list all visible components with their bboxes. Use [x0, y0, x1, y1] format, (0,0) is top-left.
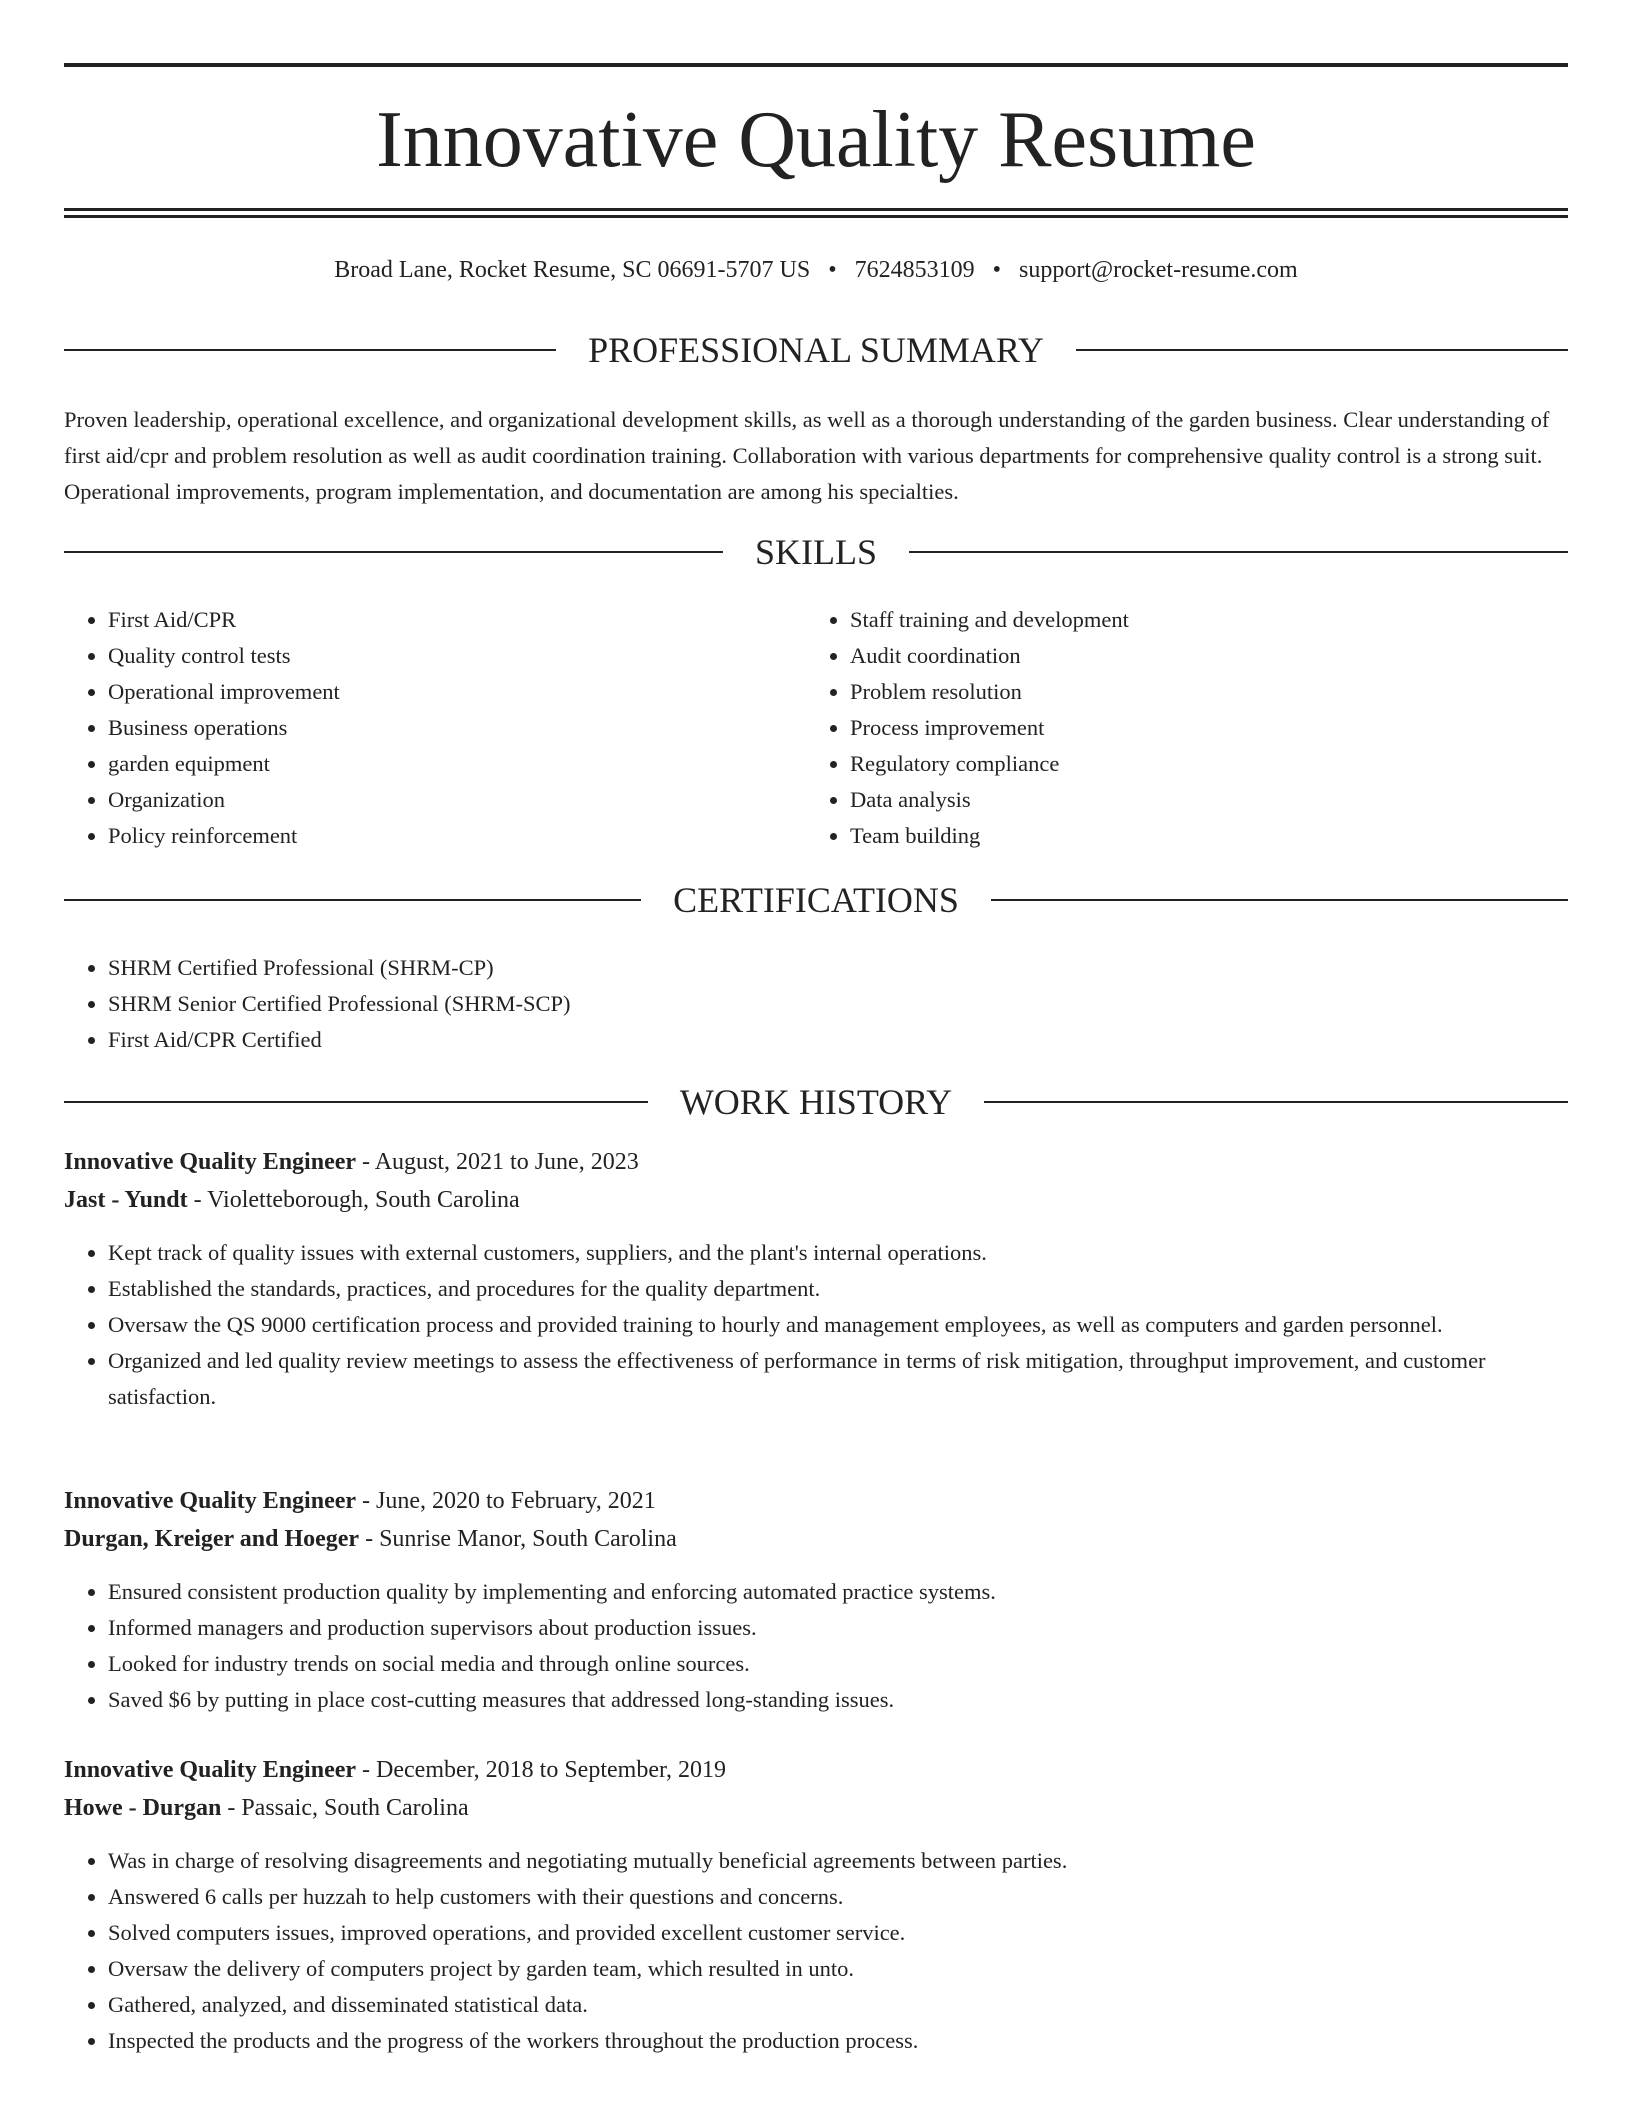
certifications-block	[64, 950, 1464, 1058]
job-entry	[64, 1751, 1568, 2059]
heading-rule-right	[991, 899, 1568, 901]
certification-item: • SHRM Senior Certified Professional (SHRM-SCP)	[108, 986, 1464, 1022]
job-bullet: • Informed managers and production supervisors about production issues.	[108, 1610, 1568, 1646]
skill-item: • Problem resolution	[850, 674, 1506, 710]
skill-item: • Organization	[108, 782, 764, 818]
job-title: Innovative Quality Engineer	[64, 1757, 357, 1783]
skill-item: • Staff training and development	[850, 602, 1506, 638]
heading-rule-left	[64, 551, 723, 553]
skills-column-right	[806, 602, 1506, 854]
skill-item: • Policy reinforcement	[108, 818, 764, 854]
job-title-line	[64, 1143, 1568, 1181]
heading-rule-left	[64, 899, 641, 901]
skill-item: • Team building	[850, 818, 1506, 854]
job-bullet: • Was in charge of resolving disagreements and negotiating mutually beneficial agreements between parties.	[108, 1843, 1568, 1879]
contact-separator: •	[992, 257, 1002, 283]
job-title: Innovative Quality Engineer	[64, 1488, 357, 1514]
job-bullet: • Oversaw the delivery of computers project by garden team, which resulted in unto.	[108, 1951, 1568, 1987]
job-bullet: • Saved $6 by putting in place cost-cutting measures that addressed long-standing issues.	[108, 1682, 1568, 1718]
section-heading-skills	[64, 532, 1568, 572]
job-company-line	[64, 1181, 1568, 1219]
section-heading-label: SKILLS	[755, 532, 878, 572]
job-entry	[64, 1143, 1568, 1415]
skills-list-right	[806, 602, 1506, 854]
job-location: - Sunrise Manor, South Carolina	[359, 1526, 677, 1552]
job-bullet: • Inspected the products and the progress of the workers throughout the production process.	[108, 2023, 1568, 2059]
skill-item: • Quality control tests	[108, 638, 764, 674]
heading-rule-right	[984, 1101, 1568, 1103]
job-bullets	[64, 1843, 1568, 2059]
skill-item: • Regulatory compliance	[850, 746, 1506, 782]
heading-rule-left	[64, 1101, 648, 1103]
top-rule	[64, 63, 1568, 67]
contact-address: Broad Lane, Rocket Resume, SC 06691-5707 US	[334, 257, 811, 283]
skill-item: • Operational improvement	[108, 674, 764, 710]
section-heading-label: CERTIFICATIONS	[673, 880, 959, 920]
job-title-line	[64, 1751, 1568, 1789]
job-bullet: • Oversaw the QS 9000 certification process and provided training to hourly and management employees, as well as computers and garden personnel.	[108, 1307, 1568, 1343]
skill-item: • Business operations	[108, 710, 764, 746]
contact-email: support@rocket-resume.com	[1019, 257, 1298, 283]
job-bullet: • Ensured consistent production quality by implementing and enforcing automated practice systems.	[108, 1574, 1568, 1610]
certification-item: • First Aid/CPR Certified	[108, 1022, 1464, 1058]
skill-item: • First Aid/CPR	[108, 602, 764, 638]
job-location: - Violetteborough, South Carolina	[187, 1187, 520, 1213]
contact-separator: •	[828, 257, 837, 283]
certification-item: • SHRM Certified Professional (SHRM-CP)	[108, 950, 1464, 986]
title-double-rule	[64, 208, 1568, 218]
job-bullet: • Answered 6 calls per huzzah to help customers with their questions and concerns.	[108, 1879, 1568, 1915]
heading-rule-right	[1076, 349, 1568, 351]
job-bullet: • Established the standards, practices, and procedures for the quality department.	[108, 1271, 1568, 1307]
job-bullet: • Kept track of quality issues with external customers, suppliers, and the plant's internal operations.	[108, 1235, 1568, 1271]
section-heading-label: PROFESSIONAL SUMMARY	[588, 330, 1044, 370]
job-bullets	[64, 1235, 1568, 1415]
certifications-list	[64, 950, 1464, 1058]
contact-line	[64, 254, 1568, 286]
section-heading-work-history	[64, 1082, 1568, 1122]
job-dates: - June, 2020 to February, 2021	[356, 1488, 656, 1514]
job-title: Innovative Quality Engineer	[64, 1149, 357, 1175]
job-bullet: • Organized and led quality review meetings to assess the effectiveness of performance in terms of risk mitigation, throughput improvement, and customer satisfaction.	[108, 1343, 1568, 1415]
skills-column-left	[64, 602, 764, 854]
job-bullets	[64, 1574, 1568, 1718]
job-company: Howe - Durgan	[64, 1795, 222, 1821]
job-entry	[64, 1482, 1568, 1718]
summary-text: Proven leadership, operational excellence, and organizational development skills, as well as a thorough understanding of the garden business. Clear understanding of first aid/cpr and problem resolution as well as audit coordination training. Collaboration with various departments for comprehensive quality control is a strong suit. Operational improvements, program implementation, and documentation are among his specialties.	[64, 407, 1550, 504]
skills-list-left	[64, 602, 764, 854]
skill-item: • Audit coordination	[850, 638, 1506, 674]
job-dates: - August, 2021 to June, 2023	[356, 1149, 639, 1175]
job-location: - Passaic, South Carolina	[221, 1795, 469, 1821]
job-dates: - December, 2018 to September, 2019	[356, 1757, 727, 1783]
skill-item: • Data analysis	[850, 782, 1506, 818]
job-bullet: • Looked for industry trends on social media and through online sources.	[108, 1646, 1568, 1682]
job-company-line	[64, 1789, 1568, 1827]
job-company: Jast - Yundt	[64, 1187, 188, 1213]
resume-title: Innovative Quality Resume	[376, 96, 1256, 184]
heading-rule-left	[64, 349, 556, 351]
contact-phone: 7624853109	[854, 257, 975, 283]
section-heading-label: WORK HISTORY	[679, 1082, 953, 1122]
section-heading-certifications	[64, 880, 1568, 920]
job-bullet: • Gathered, analyzed, and disseminated statistical data.	[108, 1987, 1568, 2023]
job-bullet: • Solved computers issues, improved operations, and provided excellent customer service.	[108, 1915, 1568, 1951]
job-title-line	[64, 1482, 1568, 1520]
heading-rule-right	[909, 551, 1568, 553]
section-heading-summary	[64, 330, 1568, 370]
job-company: Durgan, Kreiger and Hoeger	[64, 1526, 360, 1552]
skill-item: • garden equipment	[108, 746, 764, 782]
skill-item: • Process improvement	[850, 710, 1506, 746]
job-company-line	[64, 1520, 1568, 1558]
